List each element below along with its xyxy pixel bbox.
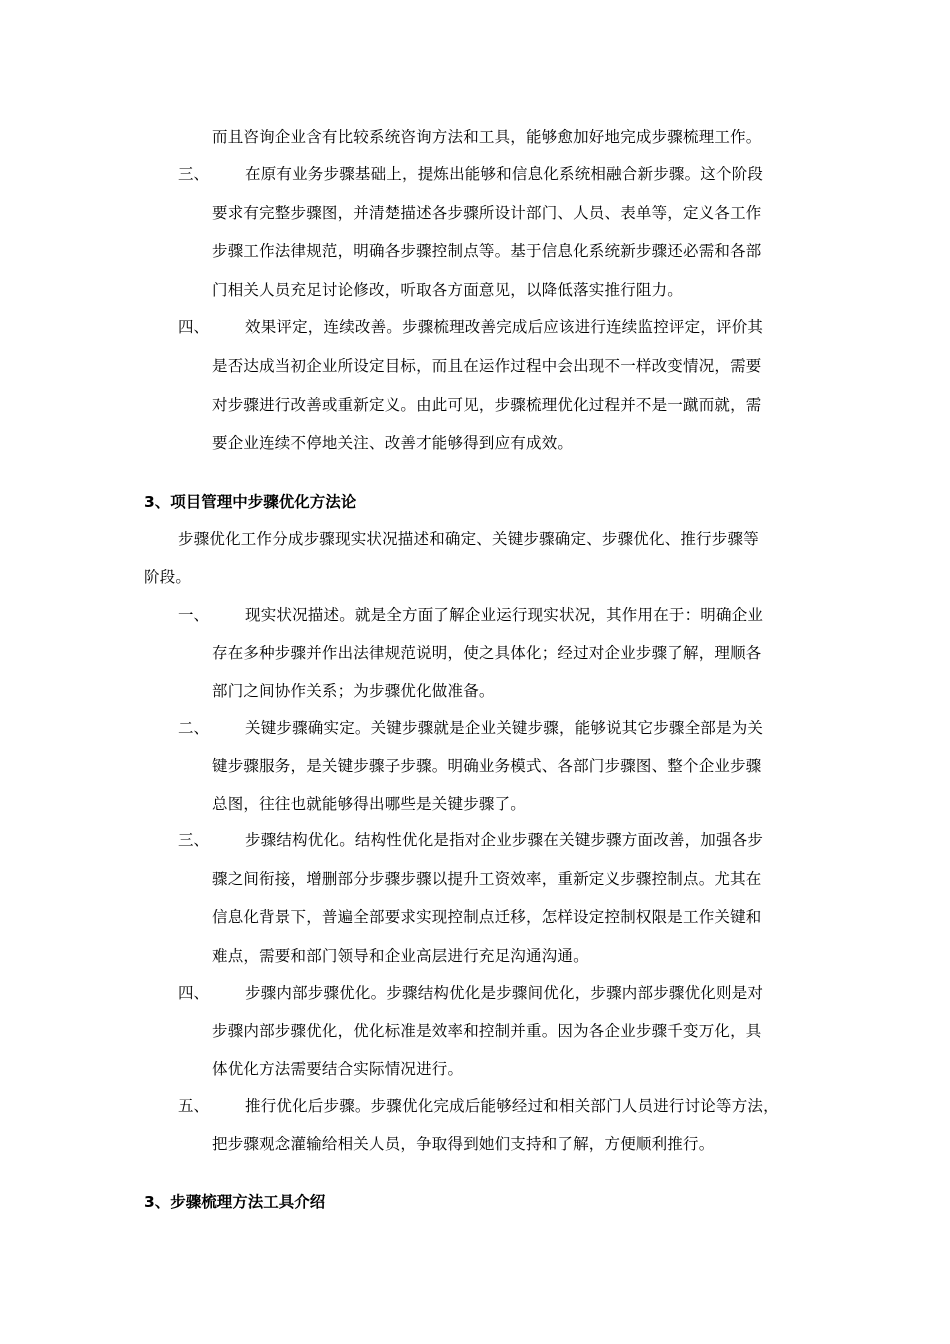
paragraph-line: 门相关人员充足讨论修改，听取各方面意见，以降低落实推行阻力。	[212, 281, 684, 299]
paragraph-line: 骤之间衔接，增删部分步骤步骤以提升工资效率，重新定义步骤控制点。尤其在	[212, 870, 762, 888]
paragraph-line: 阶段。	[144, 568, 192, 586]
paragraph-line: 要企业连续不停地关注、改善才能够得到应有成效。	[212, 434, 574, 452]
paragraph-line: 要求有完整步骤图，并清楚描述各步骤所设计部门、人员、表单等，定义各工作	[212, 204, 762, 222]
paragraph-line: 对步骤进行改善或重新定义。由此可见，步骤梳理优化过程并不是一蹴而就，需	[212, 396, 762, 414]
list-item-number: 一、	[178, 606, 210, 624]
section-heading: 3、项目管理中步骤优化方法论	[144, 493, 357, 511]
list-item-number: 三、	[178, 165, 210, 183]
paragraph-line: 步骤优化工作分成步骤现实状况描述和确定、关键步骤确定、步骤优化、推行步骤等	[178, 530, 759, 548]
paragraph-line: 步骤工作法律规范，明确各步骤控制点等。基于信息化系统新步骤还必需和各部	[212, 242, 762, 260]
paragraph-line: 效果评定，连续改善。步骤梳理改善完成后应该进行连续监控评定，评价其	[245, 318, 764, 336]
list-item-number: 四、	[178, 984, 210, 1002]
paragraph-line: 信息化背景下，普遍全部要求实现控制点迁移，怎样设定控制权限是工作关键和	[212, 908, 762, 926]
paragraph-line: 难点，需要和部门领导和企业高层进行充足沟通沟通。	[212, 947, 589, 965]
list-item-number: 四、	[178, 318, 210, 336]
paragraph-line: 关键步骤确实定。关键步骤就是企业关键步骤，能够说其它步骤全部是为关	[245, 719, 764, 737]
paragraph-line: 存在多种步骤并作出法律规范说明，使之具体化；经过对企业步骤了解，理顺各	[212, 644, 762, 662]
paragraph-line: 而且咨询企业含有比较系统咨询方法和工具，能够愈加好地完成步骤梳理工作。	[212, 128, 762, 146]
paragraph-line: 步骤内部步骤优化。步骤结构优化是步骤间优化，步骤内部步骤优化则是对	[245, 984, 764, 1002]
paragraph-line: 推行优化后步骤。步骤优化完成后能够经过和相关部门人员进行讨论等方法，	[245, 1097, 779, 1115]
paragraph-line: 在原有业务步骤基础上，提炼出能够和信息化系统相融合新步骤。这个阶段	[245, 165, 764, 183]
paragraph-line: 部门之间协作关系；为步骤优化做准备。	[212, 682, 495, 700]
paragraph-line: 现实状况描述。就是全方面了解企业运行现实状况，其作用在于：明确企业	[245, 606, 764, 624]
paragraph-line: 是否达成当初企业所设定目标，而且在运作过程中会出现不一样改变情况，需要	[212, 357, 762, 375]
paragraph-line: 步骤结构优化。结构性优化是指对企业步骤在关键步骤方面改善，加强各步	[245, 831, 764, 849]
list-item-number: 二、	[178, 719, 210, 737]
paragraph-line: 把步骤观念灌输给相关人员，争取得到她们支持和了解，方便顺利推行。	[212, 1135, 715, 1153]
list-item-number: 五、	[178, 1097, 210, 1115]
section-heading: 3、步骤梳理方法工具介绍	[144, 1193, 326, 1211]
paragraph-line: 总图，往往也就能够得出哪些是关键步骤了。	[212, 795, 527, 813]
list-item-number: 三、	[178, 831, 210, 849]
paragraph-line: 体优化方法需要结合实际情况进行。	[212, 1060, 464, 1078]
paragraph-line: 步骤内部步骤优化，优化标准是效率和控制并重。因为各企业步骤千变万化，具	[212, 1022, 762, 1040]
paragraph-line: 键步骤服务，是关键步骤子步骤。明确业务模式、各部门步骤图、整个企业步骤	[212, 757, 762, 775]
